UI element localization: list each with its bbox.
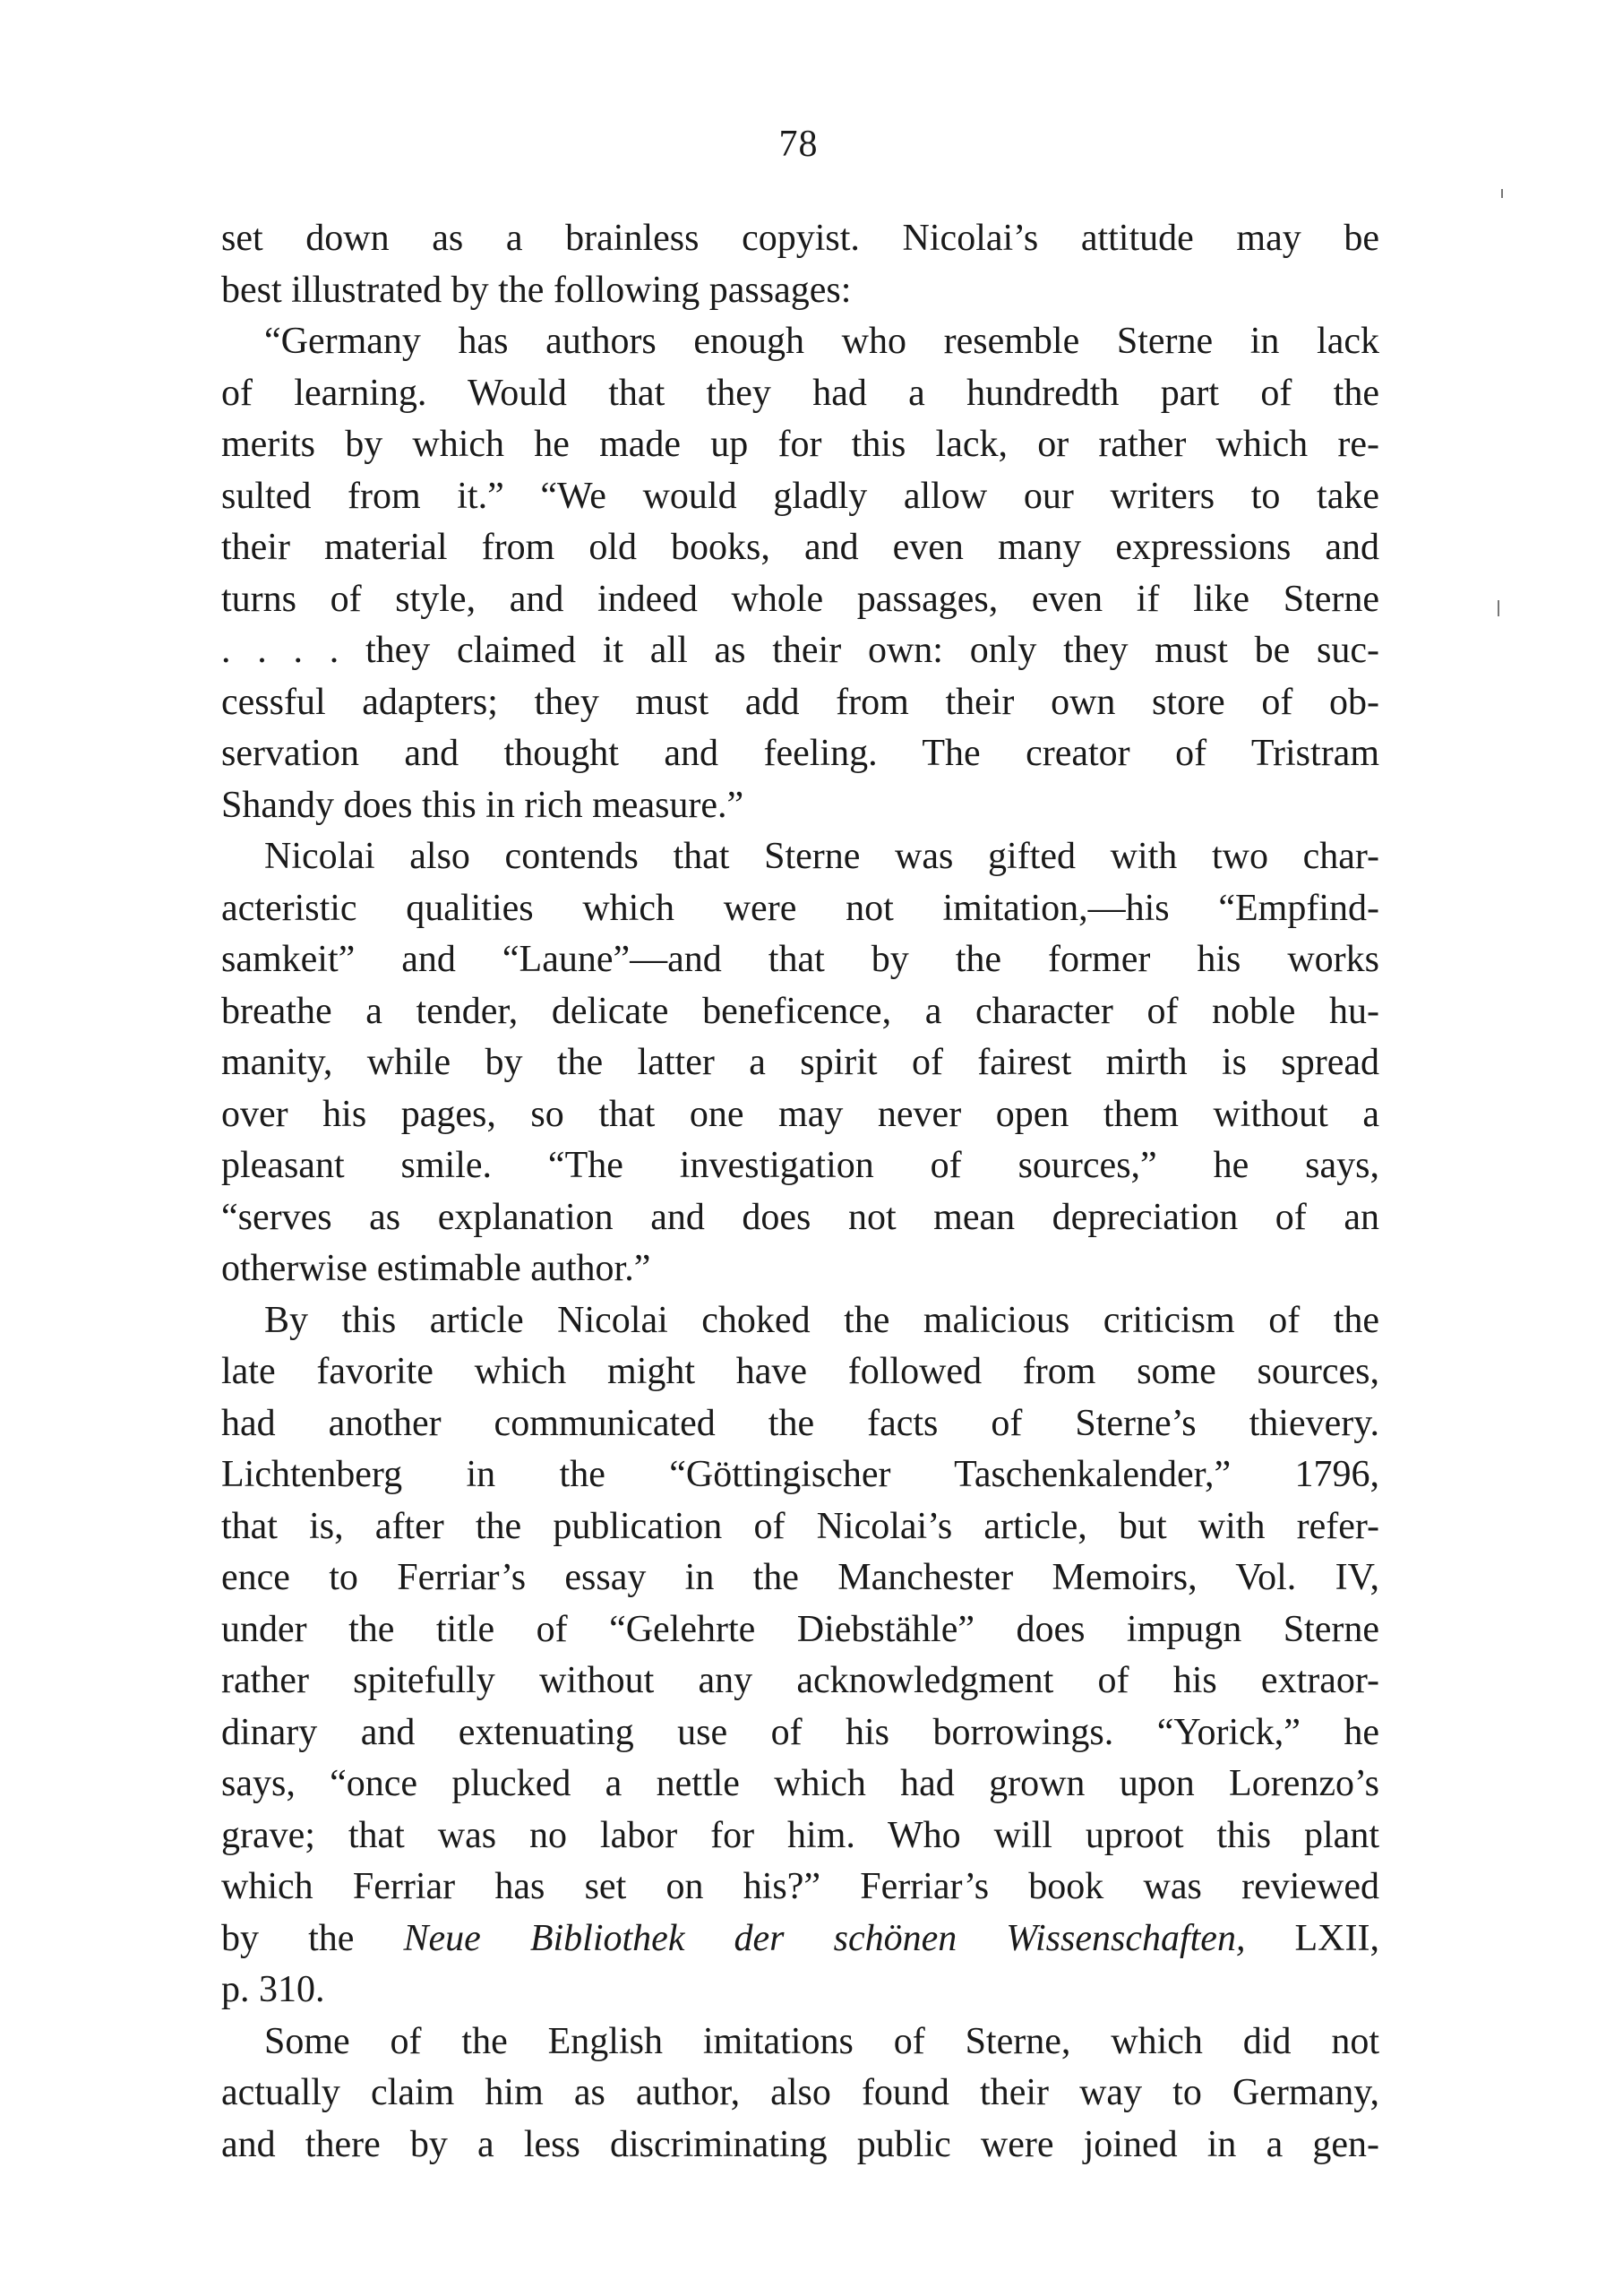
text-line: By this article Nicolai choked the malicious criticism of the: [264, 1299, 1379, 1341]
italic-title: Neue Bibliothek der schönen Wissenschaften,: [403, 1917, 1246, 1959]
text-line: “serves as explanation and does not mean depreciation of an: [221, 1196, 1379, 1238]
text-line: grave; that was no labor for him. Who will uproot this plant: [221, 1814, 1379, 1856]
text-line: set down as a brainless copyist. Nicolai’s attitude may be: [221, 218, 1379, 259]
text-line: sulted from it.” “We would gladly allow our writers to take: [221, 475, 1379, 517]
body-text: [221, 213, 1379, 2171]
text-line: “Germany has authors enough who resemble Sterne in lack: [264, 321, 1379, 362]
text-line: merits by which he made up for this lack, or rather which re-: [221, 424, 1379, 465]
text-line: had another communicated the facts of Sterne’s thievery.: [221, 1402, 1379, 1444]
text-line: Some of the English imitations of Sterne, which did not: [264, 2020, 1379, 2062]
text-line: under the title of “Gelehrte Diebstähle” does impugn Sterne: [221, 1608, 1379, 1650]
text-line: says, “once plucked a nettle which had grown upon Lorenzo’s: [221, 1763, 1379, 1804]
text-line: rather spitefully without any acknowledgment of his extraor-: [221, 1660, 1379, 1701]
text-line: manity, while by the latter a spirit of fairest mirth is spread: [221, 1042, 1379, 1083]
margin-speck: [1498, 600, 1499, 616]
text-segment: by the: [221, 1917, 404, 1959]
text-line: turns of style, and indeed whole passages, even if like Sterne: [221, 578, 1379, 620]
text-line: which Ferriar has set on his?” Ferriar’s book was reviewed: [221, 1866, 1379, 1907]
text-line: that is, after the publication of Nicolai’s article, but with refer-: [221, 1505, 1379, 1547]
text-line: Nicolai also contends that Sterne was gifted with two char-: [264, 836, 1379, 877]
text-line: pleasant smile. “The investigation of sources,” he says,: [221, 1145, 1379, 1186]
text-line: breathe a tender, delicate beneficence, a character of noble hu-: [221, 990, 1379, 1032]
text-line: best illustrated by the following passages:: [221, 269, 852, 311]
text-line: p. 310.: [221, 1969, 325, 2010]
text-line: and there by a less discriminating public were joined in a gen-: [221, 2123, 1379, 2165]
text-line: of learning. Would that they had a hundredth part of the: [221, 372, 1379, 414]
text-line: late favorite which might have followed from some sources,: [221, 1351, 1379, 1392]
text-line: . . . . they claimed it all as their own: only they must be suc-: [221, 630, 1379, 671]
text-line: cessful adapters; they must add from their own store of ob-: [221, 681, 1379, 723]
text-segment: LXII,: [1245, 1917, 1379, 1959]
text-line: actually claim him as author, also found their way to Germany,: [221, 2072, 1379, 2113]
text-line: servation and thought and feeling. The creator of Tristram: [221, 733, 1379, 774]
text-line: samkeit” and “Laune”—and that by the former his works: [221, 939, 1379, 980]
text-line: dinary and extenuating use of his borrowings. “Yorick,” he: [221, 1711, 1379, 1753]
text-line: otherwise estimable author.”: [221, 1248, 651, 1289]
text-line: over his pages, so that one may never open them without a: [221, 1093, 1379, 1135]
text-line: Shandy does this in rich measure.”: [221, 784, 744, 826]
text-line: acteristic qualities which were not imitation,—his “Empfind-: [221, 887, 1379, 929]
text-line: their material from old books, and even many expressions and: [221, 527, 1379, 568]
text-line: Lichtenberg in the “Göttingischer Taschenkalender,” 1796,: [221, 1454, 1379, 1495]
text-line: [221, 1913, 1379, 1965]
text-line: ence to Ferriar’s essay in the Manchester Memoirs, Vol. IV,: [221, 1557, 1379, 1598]
margin-speck: [1501, 189, 1503, 198]
page-number: 78: [778, 124, 819, 165]
